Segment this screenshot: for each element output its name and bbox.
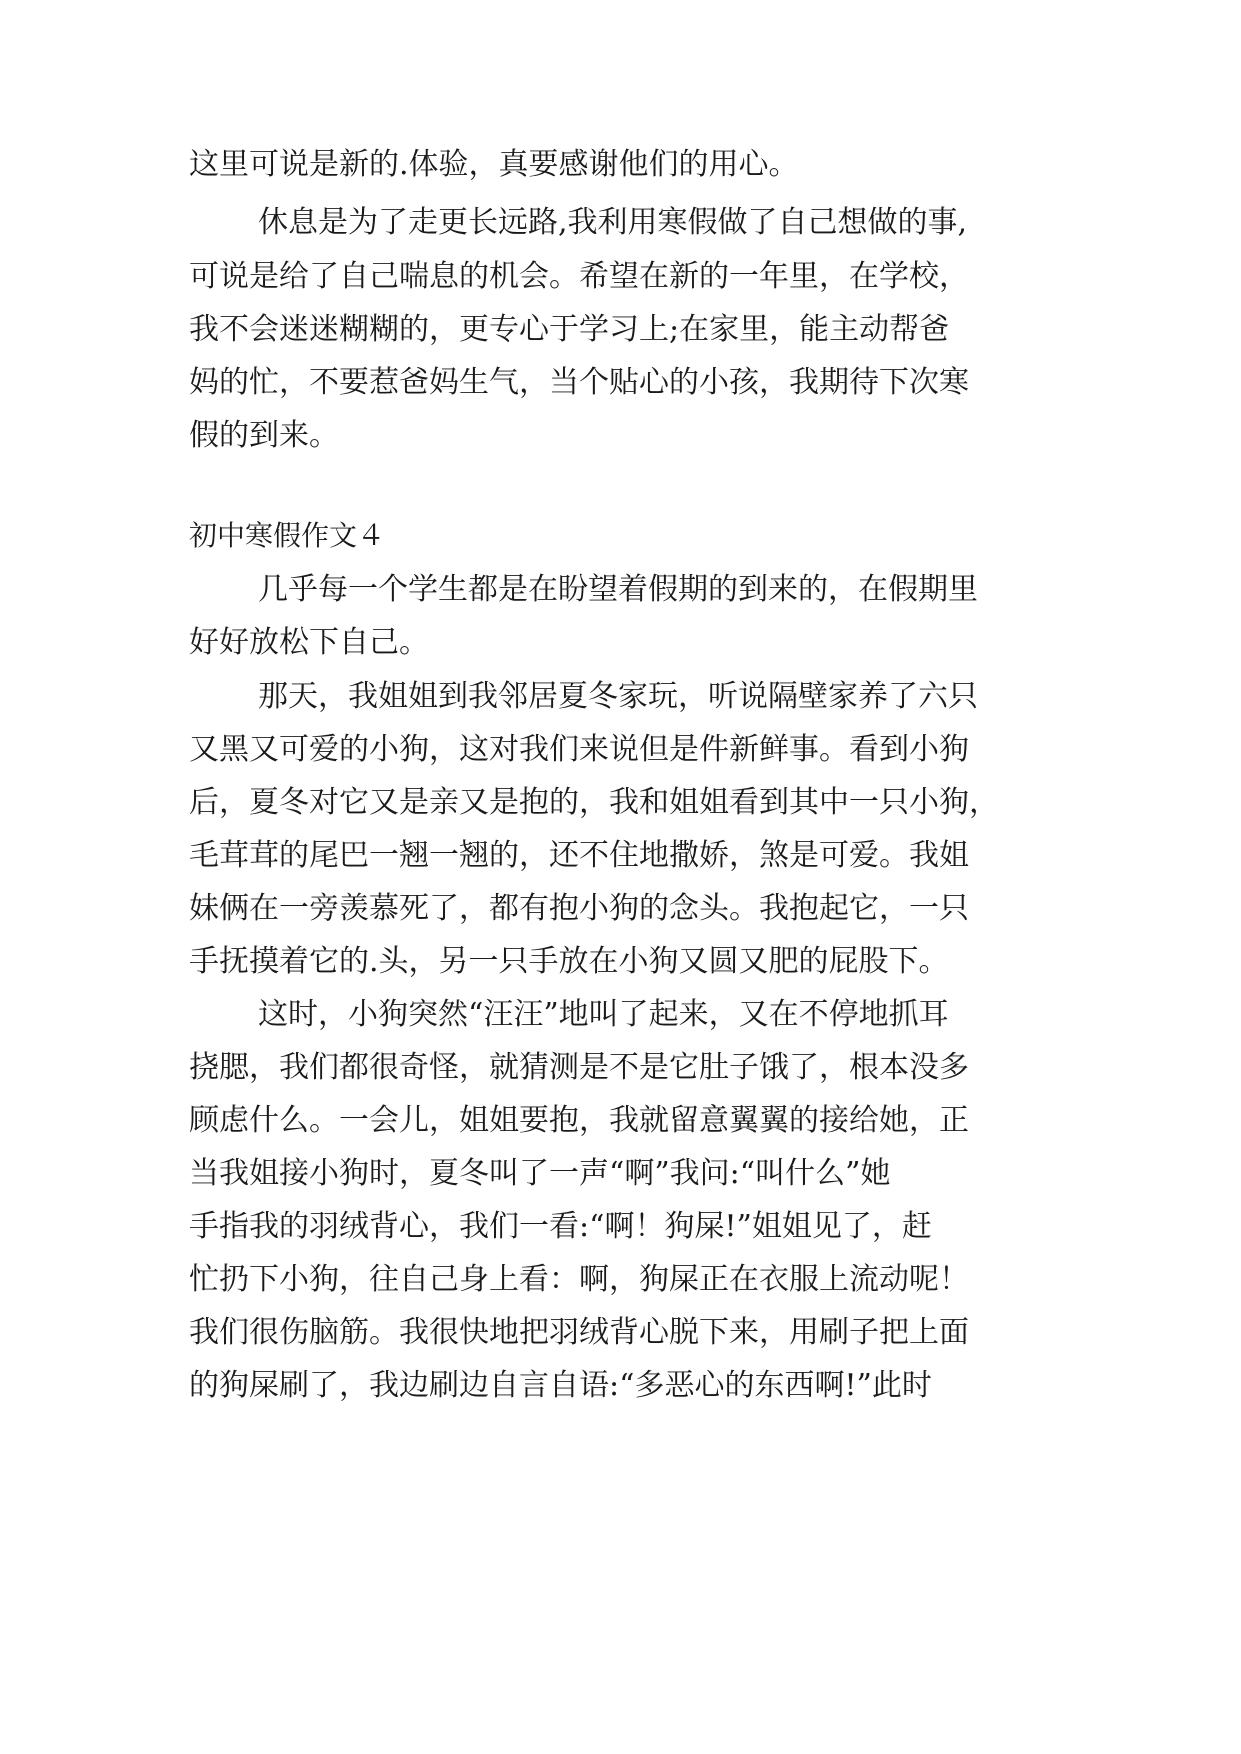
paragraph-line: 那天，我姐姐到我邻居夏冬家玩，听说隔壁家养了六只 <box>258 679 978 714</box>
paragraph-line: 我不会迷迷糊糊的，更专心于学习上;在家里，能主动帮爸 <box>189 312 950 347</box>
paragraph-line: 当我姐接小狗时，夏冬叫了一声“啊”我问:“叫什么”她 <box>189 1156 891 1191</box>
paragraph-line: 后，夏冬对它又是亲又是抱的，我和姐姐看到其中一只小狗， <box>189 785 999 820</box>
paragraph-line: 的狗屎刷了，我边刷边自言自语:“多恶心的东西啊!”此时 <box>189 1368 932 1403</box>
paragraph-line: 我们很伤脑筋。我很快地把羽绒背心脱下来，用刷子把上面 <box>189 1315 969 1350</box>
paragraph-line: 妈的忙，不要惹爸妈生气，当个贴心的小孩，我期待下次寒 <box>189 365 969 400</box>
paragraph-line: 几乎每一个学生都是在盼望着假期的到来的，在假期里 <box>258 572 978 607</box>
section-title: 初中寒假作文４ <box>189 519 386 552</box>
paragraph-line: 毛茸茸的尾巴一翘一翘的，还不住地撒娇，煞是可爱。我姐 <box>189 838 969 873</box>
paragraph-line: 忙扔下小狗，往自己身上看：啊，狗屎正在衣服上流动呢！ <box>189 1262 969 1297</box>
paragraph-line: 顾虑什么。一会儿，姐姐要抱，我就留意翼翼的接给她，正 <box>189 1103 969 1138</box>
paragraph-line: 这时，小狗突然“汪汪”地叫了起来，又在不停地抓耳 <box>258 997 949 1032</box>
paragraph-line: 休息是为了走更长远路,我利用寒假做了自己想做的事, <box>258 205 968 240</box>
paragraph-line: 好好放松下自己。 <box>189 625 429 660</box>
paragraph-line: 挠腮，我们都很奇怪，就猜测是不是它肚子饿了，根本没多 <box>189 1050 969 1085</box>
paragraph-line: 手抚摸着它的.头，另一只手放在小狗又圆又肥的屁股下。 <box>189 944 949 979</box>
paragraph-line: 可说是给了自己喘息的机会。希望在新的一年里，在学校， <box>189 259 969 294</box>
paragraph-line: 手指我的羽绒背心，我们一看:“啊！狗屎!”姐姐见了，赶 <box>189 1209 932 1244</box>
paragraph-line: 妹俩在一旁羡慕死了，都有抱小狗的念头。我抱起它，一只 <box>189 891 969 926</box>
paragraph-line: 假的到来。 <box>189 418 339 453</box>
paragraph-line: 这里可说是新的.体验，真要感谢他们的用心。 <box>189 147 799 182</box>
paragraph-line: 又黑又可爱的小狗，这对我们来说但是件新鲜事。看到小狗 <box>189 732 969 767</box>
